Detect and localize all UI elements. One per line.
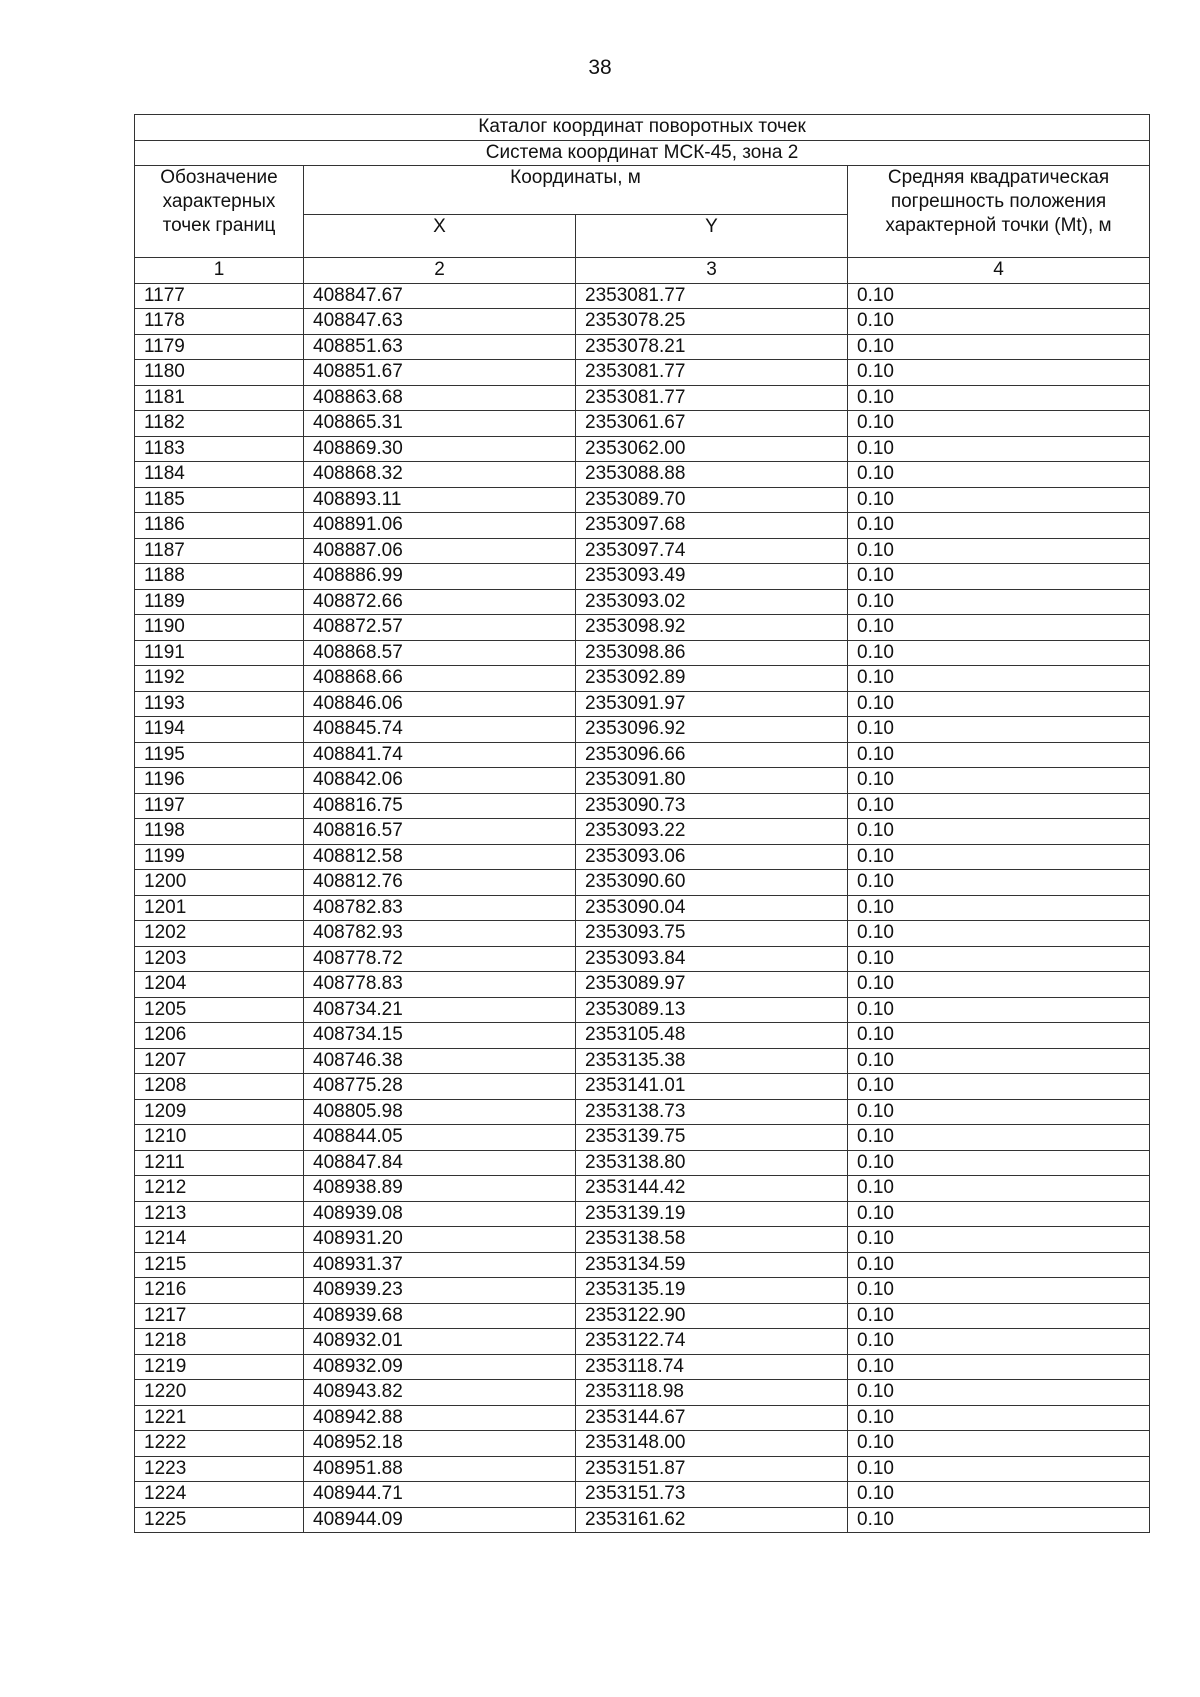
error-cell: 0.10: [848, 921, 1150, 947]
y-coordinate-cell: 2353091.97: [576, 691, 848, 717]
table-row: [135, 1099, 1150, 1125]
point-number-cell: 1191: [135, 640, 304, 666]
table-row: [135, 1329, 1150, 1355]
y-coordinate-cell: 2353061.67: [576, 411, 848, 437]
error-cell: 0.10: [848, 462, 1150, 488]
table-row: [135, 717, 1150, 743]
x-coordinate-cell: 408863.68: [304, 385, 576, 411]
y-coordinate-cell: 2353089.70: [576, 487, 848, 513]
table-body: [135, 283, 1150, 1533]
x-coordinate-cell: 408775.28: [304, 1074, 576, 1100]
table-row: [135, 1431, 1150, 1457]
error-cell: 0.10: [848, 360, 1150, 386]
y-coordinate-cell: 2353097.68: [576, 513, 848, 539]
y-coordinate-cell: 2353090.04: [576, 895, 848, 921]
point-number-cell: 1210: [135, 1125, 304, 1151]
point-number-cell: 1204: [135, 972, 304, 998]
x-coordinate-cell: 408932.01: [304, 1329, 576, 1355]
y-coordinate-cell: 2353093.75: [576, 921, 848, 947]
point-number-cell: 1182: [135, 411, 304, 437]
header-point-designation: Обозначение характерных точек границ: [135, 166, 304, 258]
y-coordinate-cell: 2353135.38: [576, 1048, 848, 1074]
table-row: [135, 1252, 1150, 1278]
y-coordinate-cell: 2353098.92: [576, 615, 848, 641]
coordinate-catalog-table: [134, 114, 1150, 1533]
table-row: [135, 1278, 1150, 1304]
table-row: [135, 1380, 1150, 1406]
point-number-cell: 1220: [135, 1380, 304, 1406]
point-number-cell: 1180: [135, 360, 304, 386]
x-coordinate-cell: 408942.88: [304, 1405, 576, 1431]
y-coordinate-cell: 2353118.74: [576, 1354, 848, 1380]
x-coordinate-cell: 408844.05: [304, 1125, 576, 1151]
y-coordinate-cell: 2353096.92: [576, 717, 848, 743]
y-coordinate-cell: 2353089.97: [576, 972, 848, 998]
y-coordinate-cell: 2353138.58: [576, 1227, 848, 1253]
y-coordinate-cell: 2353105.48: [576, 1023, 848, 1049]
point-number-cell: 1224: [135, 1482, 304, 1508]
table-row: [135, 997, 1150, 1023]
table-row: [135, 309, 1150, 335]
x-coordinate-cell: 408847.67: [304, 283, 576, 309]
header-x: X: [304, 215, 576, 258]
x-coordinate-cell: 408842.06: [304, 768, 576, 794]
y-coordinate-cell: 2353089.13: [576, 997, 848, 1023]
y-coordinate-cell: 2353161.62: [576, 1507, 848, 1533]
error-cell: 0.10: [848, 895, 1150, 921]
table-row: [135, 691, 1150, 717]
table-title: Каталог координат поворотных точек: [135, 115, 1150, 141]
point-number-cell: 1189: [135, 589, 304, 615]
point-number-cell: 1218: [135, 1329, 304, 1355]
y-coordinate-cell: 2353096.66: [576, 742, 848, 768]
table-row: [135, 819, 1150, 845]
y-coordinate-cell: 2353151.73: [576, 1482, 848, 1508]
point-number-cell: 1221: [135, 1405, 304, 1431]
y-coordinate-cell: 2353144.67: [576, 1405, 848, 1431]
table-row: [135, 1023, 1150, 1049]
x-coordinate-cell: 408805.98: [304, 1099, 576, 1125]
table-row: [135, 1507, 1150, 1533]
error-cell: 0.10: [848, 1150, 1150, 1176]
error-cell: 0.10: [848, 1482, 1150, 1508]
error-cell: 0.10: [848, 564, 1150, 590]
table-row: [135, 1150, 1150, 1176]
x-coordinate-cell: 408952.18: [304, 1431, 576, 1457]
x-coordinate-cell: 408887.06: [304, 538, 576, 564]
x-coordinate-cell: 408778.72: [304, 946, 576, 972]
point-number-cell: 1187: [135, 538, 304, 564]
error-cell: 0.10: [848, 793, 1150, 819]
x-coordinate-cell: 408932.09: [304, 1354, 576, 1380]
error-cell: 0.10: [848, 1380, 1150, 1406]
error-cell: 0.10: [848, 1227, 1150, 1253]
point-number-cell: 1195: [135, 742, 304, 768]
y-coordinate-cell: 2353148.00: [576, 1431, 848, 1457]
table-row: [135, 793, 1150, 819]
table-row: [135, 1354, 1150, 1380]
y-coordinate-cell: 2353081.77: [576, 283, 848, 309]
x-coordinate-cell: 408939.08: [304, 1201, 576, 1227]
error-cell: 0.10: [848, 385, 1150, 411]
point-number-cell: 1216: [135, 1278, 304, 1304]
table-row: [135, 1201, 1150, 1227]
y-coordinate-cell: 2353081.77: [576, 360, 848, 386]
table-row: [135, 360, 1150, 386]
point-number-cell: 1215: [135, 1252, 304, 1278]
error-cell: 0.10: [848, 487, 1150, 513]
x-coordinate-cell: 408782.93: [304, 921, 576, 947]
point-number-cell: 1225: [135, 1507, 304, 1533]
table-row: [135, 283, 1150, 309]
error-cell: 0.10: [848, 742, 1150, 768]
table-row: [135, 666, 1150, 692]
x-coordinate-cell: 408782.83: [304, 895, 576, 921]
point-number-cell: 1211: [135, 1150, 304, 1176]
x-coordinate-cell: 408891.06: [304, 513, 576, 539]
error-cell: 0.10: [848, 411, 1150, 437]
table-row: [135, 411, 1150, 437]
error-cell: 0.10: [848, 1405, 1150, 1431]
x-coordinate-cell: 408845.74: [304, 717, 576, 743]
error-cell: 0.10: [848, 997, 1150, 1023]
y-coordinate-cell: 2353093.06: [576, 844, 848, 870]
x-coordinate-cell: 408816.75: [304, 793, 576, 819]
error-cell: 0.10: [848, 768, 1150, 794]
y-coordinate-cell: 2353088.88: [576, 462, 848, 488]
error-cell: 0.10: [848, 717, 1150, 743]
y-coordinate-cell: 2353139.75: [576, 1125, 848, 1151]
table-row: [135, 385, 1150, 411]
y-coordinate-cell: 2353134.59: [576, 1252, 848, 1278]
table-row: [135, 1227, 1150, 1253]
table-row: [135, 1176, 1150, 1202]
table-row: [135, 436, 1150, 462]
table-row: [135, 564, 1150, 590]
x-coordinate-cell: 408938.89: [304, 1176, 576, 1202]
point-number-cell: 1208: [135, 1074, 304, 1100]
table-row: [135, 615, 1150, 641]
error-cell: 0.10: [848, 1303, 1150, 1329]
point-number-cell: 1183: [135, 436, 304, 462]
table-row: [135, 895, 1150, 921]
column-number: 2: [304, 258, 576, 284]
y-coordinate-cell: 2353093.49: [576, 564, 848, 590]
x-coordinate-cell: 408939.23: [304, 1278, 576, 1304]
x-coordinate-cell: 408931.20: [304, 1227, 576, 1253]
table-row: [135, 334, 1150, 360]
point-number-cell: 1223: [135, 1456, 304, 1482]
x-coordinate-cell: 408846.06: [304, 691, 576, 717]
point-number-cell: 1197: [135, 793, 304, 819]
point-number-cell: 1199: [135, 844, 304, 870]
table-row: [135, 1074, 1150, 1100]
x-coordinate-cell: 408872.57: [304, 615, 576, 641]
table-row: [135, 538, 1150, 564]
point-number-cell: 1194: [135, 717, 304, 743]
y-coordinate-cell: 2353138.73: [576, 1099, 848, 1125]
x-coordinate-cell: 408944.71: [304, 1482, 576, 1508]
point-number-cell: 1219: [135, 1354, 304, 1380]
error-cell: 0.10: [848, 844, 1150, 870]
point-number-cell: 1202: [135, 921, 304, 947]
point-number-cell: 1209: [135, 1099, 304, 1125]
error-cell: 0.10: [848, 1048, 1150, 1074]
point-number-cell: 1206: [135, 1023, 304, 1049]
table-row: [135, 462, 1150, 488]
y-coordinate-cell: 2353090.73: [576, 793, 848, 819]
table-row: [135, 640, 1150, 666]
point-number-cell: 1213: [135, 1201, 304, 1227]
point-number-cell: 1201: [135, 895, 304, 921]
column-number-row: [135, 258, 1150, 284]
error-cell: 0.10: [848, 1099, 1150, 1125]
error-cell: 0.10: [848, 513, 1150, 539]
x-coordinate-cell: 408851.67: [304, 360, 576, 386]
x-coordinate-cell: 408939.68: [304, 1303, 576, 1329]
header-coordinates: Координаты, м: [304, 166, 848, 215]
point-number-cell: 1190: [135, 615, 304, 641]
x-coordinate-cell: 408847.63: [304, 309, 576, 335]
x-coordinate-cell: 408812.76: [304, 870, 576, 896]
y-coordinate-cell: 2353062.00: [576, 436, 848, 462]
error-cell: 0.10: [848, 309, 1150, 335]
x-coordinate-cell: 408734.15: [304, 1023, 576, 1049]
x-coordinate-cell: 408886.99: [304, 564, 576, 590]
error-cell: 0.10: [848, 1354, 1150, 1380]
table-row: [135, 768, 1150, 794]
table-row: [135, 742, 1150, 768]
table-row: [135, 1456, 1150, 1482]
x-coordinate-cell: 408812.58: [304, 844, 576, 870]
point-number-cell: 1200: [135, 870, 304, 896]
error-cell: 0.10: [848, 1201, 1150, 1227]
error-cell: 0.10: [848, 1176, 1150, 1202]
table-row: [135, 487, 1150, 513]
point-number-cell: 1214: [135, 1227, 304, 1253]
column-number: 4: [848, 258, 1150, 284]
table-subtitle: Система координат МСК-45, зона 2: [135, 140, 1150, 166]
point-number-cell: 1178: [135, 309, 304, 335]
x-coordinate-cell: 408851.63: [304, 334, 576, 360]
x-coordinate-cell: 408893.11: [304, 487, 576, 513]
table-row: [135, 1303, 1150, 1329]
column-number: 1: [135, 258, 304, 284]
y-coordinate-cell: 2353093.84: [576, 946, 848, 972]
y-coordinate-cell: 2353081.77: [576, 385, 848, 411]
x-coordinate-cell: 408931.37: [304, 1252, 576, 1278]
y-coordinate-cell: 2353093.02: [576, 589, 848, 615]
x-coordinate-cell: 408951.88: [304, 1456, 576, 1482]
point-number-cell: 1207: [135, 1048, 304, 1074]
error-cell: 0.10: [848, 640, 1150, 666]
table-row: [135, 513, 1150, 539]
header-mean-square-error: Средняя квадратическая погрешность положения характерной точки (Mt), м: [848, 166, 1150, 258]
y-coordinate-cell: 2353135.19: [576, 1278, 848, 1304]
error-cell: 0.10: [848, 1456, 1150, 1482]
x-coordinate-cell: 408734.21: [304, 997, 576, 1023]
x-coordinate-cell: 408944.09: [304, 1507, 576, 1533]
error-cell: 0.10: [848, 436, 1150, 462]
point-number-cell: 1177: [135, 283, 304, 309]
y-coordinate-cell: 2353090.60: [576, 870, 848, 896]
error-cell: 0.10: [848, 538, 1150, 564]
error-cell: 0.10: [848, 1431, 1150, 1457]
table-row: [135, 946, 1150, 972]
point-number-cell: 1192: [135, 666, 304, 692]
table-row: [135, 972, 1150, 998]
x-coordinate-cell: 408778.83: [304, 972, 576, 998]
y-coordinate-cell: 2353144.42: [576, 1176, 848, 1202]
error-cell: 0.10: [848, 972, 1150, 998]
table-row: [135, 870, 1150, 896]
x-coordinate-cell: 408869.30: [304, 436, 576, 462]
y-coordinate-cell: 2353138.80: [576, 1150, 848, 1176]
point-number-cell: 1193: [135, 691, 304, 717]
table-row: [135, 1048, 1150, 1074]
x-coordinate-cell: 408868.32: [304, 462, 576, 488]
error-cell: 0.10: [848, 819, 1150, 845]
table-row: [135, 844, 1150, 870]
page-number: 38: [588, 56, 612, 79]
y-coordinate-cell: 2353122.90: [576, 1303, 848, 1329]
x-coordinate-cell: 408872.66: [304, 589, 576, 615]
error-cell: 0.10: [848, 1023, 1150, 1049]
x-coordinate-cell: 408816.57: [304, 819, 576, 845]
y-coordinate-cell: 2353078.21: [576, 334, 848, 360]
y-coordinate-cell: 2353078.25: [576, 309, 848, 335]
x-coordinate-cell: 408868.66: [304, 666, 576, 692]
y-coordinate-cell: 2353151.87: [576, 1456, 848, 1482]
point-number-cell: 1185: [135, 487, 304, 513]
y-coordinate-cell: 2353097.74: [576, 538, 848, 564]
x-coordinate-cell: 408841.74: [304, 742, 576, 768]
point-number-cell: 1196: [135, 768, 304, 794]
point-number-cell: 1217: [135, 1303, 304, 1329]
x-coordinate-cell: 408865.31: [304, 411, 576, 437]
error-cell: 0.10: [848, 615, 1150, 641]
y-coordinate-cell: 2353141.01: [576, 1074, 848, 1100]
error-cell: 0.10: [848, 1125, 1150, 1151]
error-cell: 0.10: [848, 283, 1150, 309]
point-number-cell: 1179: [135, 334, 304, 360]
table-row: [135, 1125, 1150, 1151]
point-number-cell: 1205: [135, 997, 304, 1023]
point-number-cell: 1188: [135, 564, 304, 590]
table-row: [135, 921, 1150, 947]
point-number-cell: 1181: [135, 385, 304, 411]
y-coordinate-cell: 2353092.89: [576, 666, 848, 692]
error-cell: 0.10: [848, 589, 1150, 615]
error-cell: 0.10: [848, 1329, 1150, 1355]
error-cell: 0.10: [848, 691, 1150, 717]
point-number-cell: 1222: [135, 1431, 304, 1457]
point-number-cell: 1212: [135, 1176, 304, 1202]
point-number-cell: 1198: [135, 819, 304, 845]
x-coordinate-cell: 408943.82: [304, 1380, 576, 1406]
column-number: 3: [576, 258, 848, 284]
error-cell: 0.10: [848, 1074, 1150, 1100]
error-cell: 0.10: [848, 946, 1150, 972]
y-coordinate-cell: 2353139.19: [576, 1201, 848, 1227]
error-cell: 0.10: [848, 1507, 1150, 1533]
point-number-cell: 1186: [135, 513, 304, 539]
y-coordinate-cell: 2353122.74: [576, 1329, 848, 1355]
y-coordinate-cell: 2353098.86: [576, 640, 848, 666]
error-cell: 0.10: [848, 334, 1150, 360]
table-row: [135, 1482, 1150, 1508]
x-coordinate-cell: 408746.38: [304, 1048, 576, 1074]
x-coordinate-cell: 408868.57: [304, 640, 576, 666]
x-coordinate-cell: 408847.84: [304, 1150, 576, 1176]
error-cell: 0.10: [848, 870, 1150, 896]
y-coordinate-cell: 2353093.22: [576, 819, 848, 845]
point-number-cell: 1203: [135, 946, 304, 972]
y-coordinate-cell: 2353118.98: [576, 1380, 848, 1406]
table-row: [135, 1405, 1150, 1431]
y-coordinate-cell: 2353091.80: [576, 768, 848, 794]
point-number-cell: 1184: [135, 462, 304, 488]
error-cell: 0.10: [848, 666, 1150, 692]
header-y: Y: [576, 215, 848, 258]
error-cell: 0.10: [848, 1252, 1150, 1278]
table-row: [135, 589, 1150, 615]
error-cell: 0.10: [848, 1278, 1150, 1304]
